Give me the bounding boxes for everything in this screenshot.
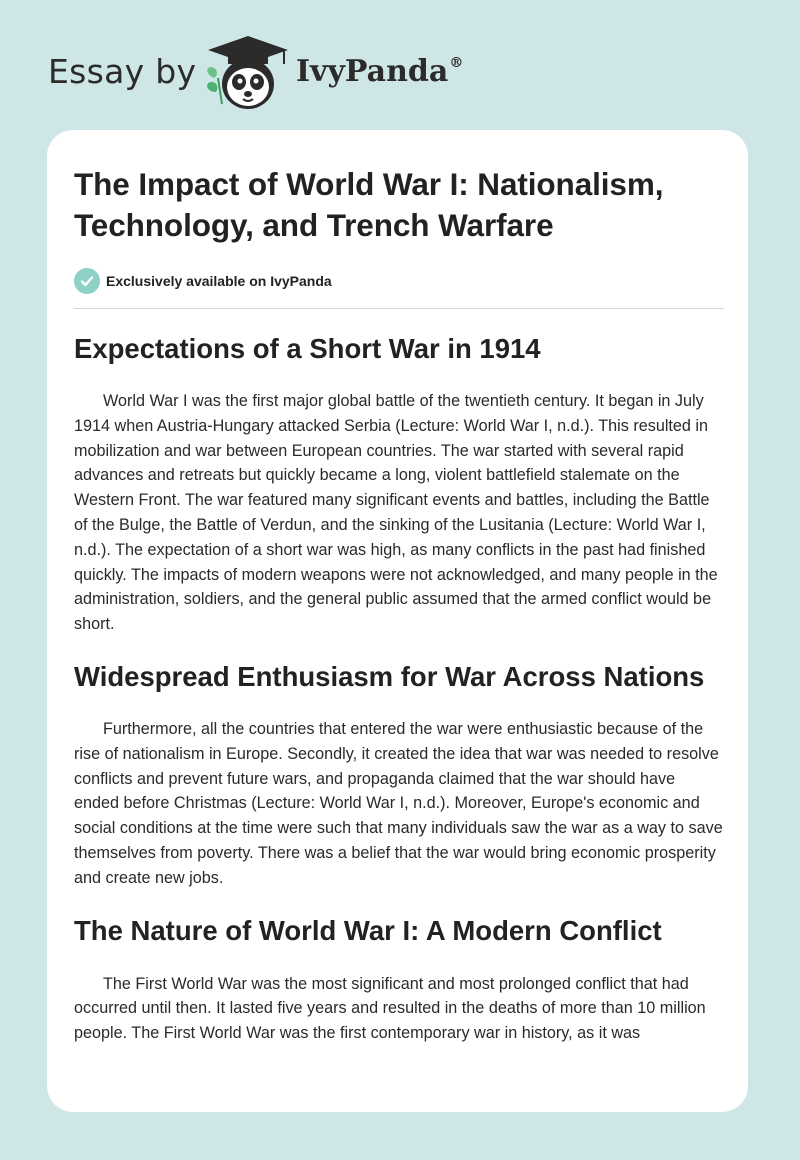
essay-by-label: Essay by (48, 52, 197, 91)
brand-name[interactable]: IvyPanda® (296, 54, 464, 89)
page-title: The Impact of World War I: Nationalism, Technology, and Trench Warfare (74, 166, 664, 243)
section-enthusiasm (74, 657, 724, 891)
section-short-war (74, 329, 724, 637)
exclusive-badge (74, 267, 724, 295)
section-paragraph: Furthermore, all the countries that entered the war were enthusiastic because of the rise of nationalism in Europe. Secondly, it created the idea that war was needed to resolve conflicts and prevent future wars, and propaganda claimed that the war should have ended before Christmas (Lecture: World War I, n.d.). Moreover, Europe's economic and social conditions at the time were such that many individuals saw the war as a way to save themselves from poverty. There was a belief that the war would bring economic prosperity and create new jobs. (74, 719, 723, 887)
site-header (48, 34, 748, 114)
section-heading: Widespread Enthusiasm for War Across Nations (74, 660, 705, 692)
section-heading: Expectations of a Short War in 1914 (74, 333, 541, 364)
section-paragraph: World War I was the first major global battle of the twentieth century. It began in July 1914 when Austria-Hungary attacked Serbia (Lecture: World War I, n.d.). This resulted in mobilization and war between European countries. The war started with several rapid advances and retreats but quickly became a long, violent battlefield stalemate on the Western Front. The war featured many significant events and battles, including the Battle of the Bulge, the Battle of Verdun, and the sinking of the Lusitania (Lecture: World War I, n.d.). The expectation of a short war was high, as many conflicts in the past had finished quickly. The impacts of modern weapons were not acknowledged, and many people in the administration, soldiers, and the general public assumed that the armed conflict would be short. (74, 392, 718, 634)
registered-mark: ® (449, 55, 464, 71)
checkmark-icon (74, 268, 100, 294)
divider (74, 308, 724, 309)
section-modern-conflict (74, 911, 724, 1046)
section-heading: The Nature of World War I: A Modern Conflict (74, 914, 662, 946)
exclusive-badge-label: Exclusively available on IvyPanda (106, 273, 332, 289)
section-paragraph: The First World War was the most significant and most prolonged conflict that had occurred until then. It lasted five years and resulted in the deaths of more than 10 million people. The First World War was the first contemporary war in history, as it was (74, 974, 706, 1043)
panda-logo-icon[interactable] (200, 34, 296, 114)
essay-card (47, 130, 748, 1112)
